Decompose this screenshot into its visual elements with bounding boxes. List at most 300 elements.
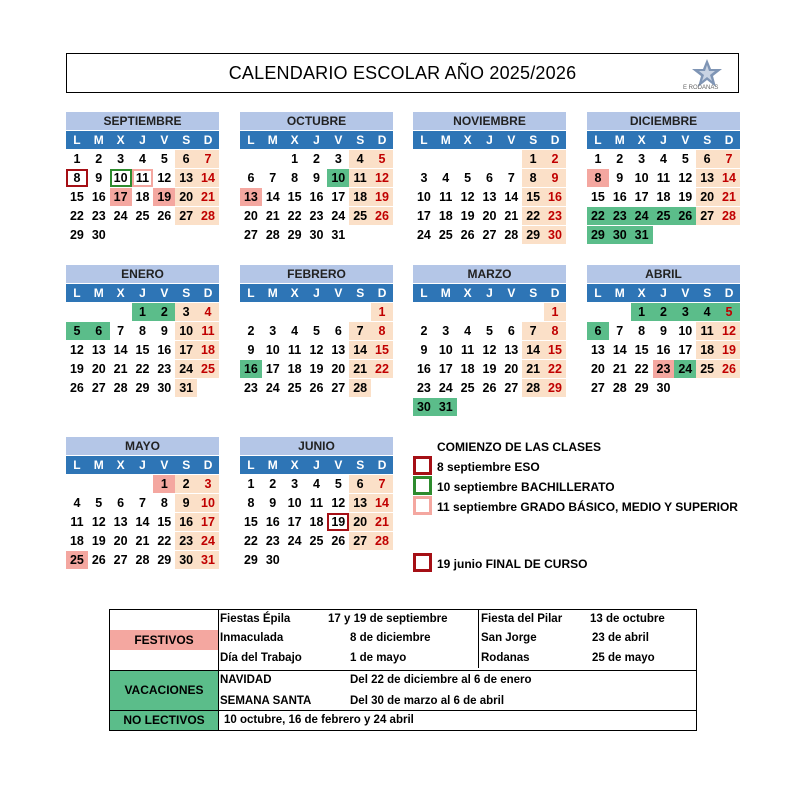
day-cell: 24: [416, 228, 431, 242]
day-cell: 14: [612, 343, 627, 357]
day-cell: 5: [464, 171, 472, 185]
empty-cell: [240, 150, 262, 168]
weekday-label: X: [463, 286, 472, 300]
day-cell: 20: [590, 362, 605, 376]
day-cell: 18: [69, 534, 84, 548]
day-cell: 10: [175, 322, 197, 340]
empty-cell: [110, 303, 132, 321]
day-cell: 20: [349, 513, 371, 531]
day-cell: 27: [91, 381, 106, 395]
month-enero: [66, 265, 219, 397]
weekday-label: V: [507, 133, 516, 147]
day-cell: 18: [135, 190, 150, 204]
empty-cell: [609, 303, 631, 321]
day-cell: 11: [656, 171, 671, 185]
day-cell: 16: [544, 188, 566, 206]
day-cell: 6: [507, 324, 515, 338]
weekday-header: [587, 284, 740, 302]
day-cell: 13: [240, 188, 262, 206]
weekday-label: X: [290, 133, 299, 147]
day-cell: 30: [265, 553, 280, 567]
day-cell: 12: [678, 171, 693, 185]
day-grid: [587, 302, 740, 397]
day-cell: 23: [265, 534, 280, 548]
day-grid: [240, 149, 393, 244]
day-cell: 17: [678, 343, 693, 357]
day-cell: 21: [371, 513, 393, 531]
day-cell: 21: [265, 209, 280, 223]
day-cell: 22: [522, 207, 544, 225]
festivo-date: 25 de mayo: [592, 652, 655, 664]
weekday-label: J: [313, 286, 320, 300]
day-cell: 16: [157, 343, 172, 357]
day-cell: 29: [157, 553, 172, 567]
weekday-label: S: [356, 133, 365, 147]
empty-cell: [132, 475, 154, 493]
day-cell: 7: [616, 324, 624, 338]
day-cell: 30: [609, 226, 631, 244]
day-cell: 22: [243, 534, 258, 548]
weekday-label: J: [660, 133, 667, 147]
day-cell: 23: [416, 381, 431, 395]
day-cell: 30: [91, 228, 106, 242]
day-cell: 1: [371, 303, 393, 321]
day-cell: 8: [160, 496, 168, 510]
day-cell: 5: [485, 324, 493, 338]
festivo-name: Fiestas Épila: [220, 613, 291, 625]
day-cell: 31: [331, 228, 346, 242]
day-cell: 30: [544, 226, 566, 244]
day-cell: 13: [175, 169, 197, 187]
day-cell: 6: [696, 150, 718, 168]
day-cell: 8: [522, 169, 544, 187]
day-cell: 29: [243, 553, 258, 567]
day-cell: 28: [612, 381, 627, 395]
legend-text: 19 junio FINAL DE CURSO: [437, 557, 588, 571]
weekday-label: X: [290, 286, 299, 300]
weekday-label: V: [681, 133, 690, 147]
day-cell: 21: [349, 360, 371, 378]
weekday-label: V: [681, 286, 690, 300]
day-cell: 1: [291, 152, 299, 166]
weekday-label: M: [93, 458, 104, 472]
day-cell: 23: [175, 532, 197, 550]
month-febrero: [240, 265, 393, 397]
logo-caption: E RODANAS: [683, 85, 719, 91]
day-cell: 17: [265, 362, 280, 376]
day-cell: 28: [197, 207, 219, 225]
day-cell: 17: [197, 513, 219, 531]
day-cell: 18: [197, 341, 219, 359]
festivo-date: 1 de mayo: [350, 652, 407, 664]
day-cell: 31: [175, 379, 197, 397]
weekday-label: M: [93, 133, 104, 147]
day-cell: 5: [334, 477, 342, 491]
divider: [110, 670, 696, 671]
day-cell: 18: [287, 362, 302, 376]
day-cell: 28: [113, 381, 128, 395]
day-cell: 26: [91, 553, 106, 567]
day-cell: 9: [616, 171, 624, 185]
day-cell: 2: [247, 324, 255, 338]
day-cell: 25: [309, 534, 324, 548]
day-cell: 9: [269, 496, 277, 510]
day-cell: 15: [371, 341, 393, 359]
day-cell: 28: [135, 553, 150, 567]
day-cell: 25: [438, 228, 453, 242]
weekday-label: L: [594, 286, 602, 300]
day-cell: 10: [634, 171, 649, 185]
day-cell: 31: [197, 551, 219, 569]
day-cell: 8: [544, 322, 566, 340]
weekday-label: S: [529, 133, 538, 147]
month-octubre: [240, 112, 393, 244]
month-name: MARZO: [413, 265, 566, 283]
day-cell: 25: [66, 551, 88, 569]
day-cell: 8: [66, 169, 88, 187]
day-cell: 26: [157, 209, 172, 223]
day-cell: 4: [291, 324, 299, 338]
day-cell: 22: [157, 534, 172, 548]
weekday-label: S: [529, 286, 538, 300]
weekday-label: D: [550, 133, 560, 147]
day-cell: 6: [587, 322, 609, 340]
empty-cell: [500, 303, 522, 321]
day-cell: 2: [544, 150, 566, 168]
empty-cell: [457, 150, 479, 168]
day-cell: 27: [696, 207, 718, 225]
weekday-label: M: [267, 458, 278, 472]
festivo-date: 23 de abril: [592, 632, 649, 644]
day-cell: 16: [309, 190, 324, 204]
day-cell: 20: [482, 209, 497, 223]
empty-cell: [327, 303, 349, 321]
weekday-label: X: [116, 286, 125, 300]
day-cell: 12: [91, 515, 106, 529]
day-cell: 26: [331, 534, 346, 548]
day-cell: 19: [678, 190, 693, 204]
day-cell: 24: [331, 209, 346, 223]
weekday-label: L: [73, 133, 81, 147]
month-diciembre: [587, 112, 740, 244]
empty-cell: [457, 303, 479, 321]
day-cell: 18: [349, 188, 371, 206]
day-cell: 27: [243, 228, 258, 242]
day-cell: 5: [718, 303, 740, 321]
festivo-name: Fiesta del Pilar: [481, 613, 563, 625]
day-cell: 14: [135, 515, 150, 529]
month-name: OCTUBRE: [240, 112, 393, 130]
day-cell: 13: [113, 515, 128, 529]
day-cell: 3: [291, 477, 299, 491]
weekday-label: J: [139, 286, 146, 300]
day-cell: 10: [197, 494, 219, 512]
day-cell: 21: [135, 534, 150, 548]
day-cell: 20: [696, 188, 718, 206]
day-cell: 21: [113, 362, 128, 376]
weekday-label: V: [334, 133, 343, 147]
day-grid: [587, 149, 740, 244]
vacaciones-label: VACACIONES: [110, 671, 218, 710]
legend-box-icon: [413, 496, 432, 515]
day-cell: 14: [265, 190, 280, 204]
day-cell: 27: [482, 228, 497, 242]
day-cell: 2: [312, 152, 320, 166]
day-cell: 26: [718, 360, 740, 378]
day-cell: 11: [132, 169, 154, 187]
weekday-label: S: [356, 458, 365, 472]
title-box: [66, 53, 739, 93]
festivo-name: Día del Trabajo: [220, 652, 302, 664]
weekday-label: V: [507, 286, 516, 300]
day-cell: 20: [504, 362, 519, 376]
month-name: ENERO: [66, 265, 219, 283]
month-mayo: [66, 437, 219, 569]
day-cell: 25: [287, 381, 302, 395]
day-cell: 16: [656, 343, 671, 357]
day-cell: 5: [371, 150, 393, 168]
month-name: DICIEMBRE: [587, 112, 740, 130]
day-cell: 7: [371, 475, 393, 493]
day-cell: 20: [175, 188, 197, 206]
day-cell: 6: [88, 322, 110, 340]
day-grid: [66, 149, 219, 244]
day-cell: 22: [287, 209, 302, 223]
empty-cell: [110, 475, 132, 493]
empty-cell: [349, 303, 371, 321]
day-cell: 24: [287, 534, 302, 548]
day-cell: 4: [464, 324, 472, 338]
day-cell: 22: [69, 209, 84, 223]
day-cell: 29: [522, 226, 544, 244]
day-cell: 26: [69, 381, 84, 395]
day-cell: 15: [522, 188, 544, 206]
day-cell: 17: [331, 190, 346, 204]
day-cell: 27: [175, 207, 197, 225]
day-cell: 24: [265, 381, 280, 395]
day-cell: 8: [291, 171, 299, 185]
day-grid: [413, 302, 566, 416]
empty-cell: [88, 303, 110, 321]
day-cell: 2: [95, 152, 103, 166]
legend-box-icon: [413, 476, 432, 495]
day-cell: 19: [482, 362, 497, 376]
day-cell: 20: [113, 534, 128, 548]
day-cell: 13: [91, 343, 106, 357]
weekday-label: X: [116, 133, 125, 147]
empty-cell: [284, 303, 306, 321]
weekday-header: [240, 456, 393, 474]
day-cell: 9: [420, 343, 428, 357]
day-cell: 7: [269, 171, 277, 185]
weekday-label: X: [637, 286, 646, 300]
empty-cell: [522, 303, 544, 321]
day-cell: 26: [482, 381, 497, 395]
month-name: MAYO: [66, 437, 219, 455]
day-cell: 6: [117, 496, 125, 510]
weekday-label: D: [724, 133, 734, 147]
weekday-label: L: [420, 286, 428, 300]
legend-text: 10 septiembre BACHILLERATO: [437, 480, 615, 494]
weekday-label: M: [93, 286, 104, 300]
day-cell: 7: [718, 150, 740, 168]
day-cell: 16: [175, 513, 197, 531]
day-cell: 13: [696, 169, 718, 187]
weekday-label: V: [160, 458, 169, 472]
day-cell: 17: [175, 341, 197, 359]
weekday-header: [66, 284, 219, 302]
weekday-label: S: [182, 133, 191, 147]
day-cell: 9: [544, 169, 566, 187]
day-cell: 10: [438, 343, 453, 357]
weekday-label: J: [313, 133, 320, 147]
day-grid: [240, 474, 393, 569]
day-cell: 27: [590, 381, 605, 395]
day-cell: 30: [413, 398, 435, 416]
weekday-header: [240, 131, 393, 149]
month-junio: [240, 437, 393, 569]
day-cell: 21: [718, 188, 740, 206]
day-cell: 20: [243, 209, 258, 223]
weekday-label: L: [247, 133, 255, 147]
day-grid: [66, 302, 219, 397]
day-cell: 19: [69, 362, 84, 376]
day-cell: 17: [110, 188, 132, 206]
day-grid: [240, 302, 393, 397]
weekday-label: L: [73, 458, 81, 472]
day-cell: 12: [331, 496, 346, 510]
day-cell: 20: [331, 362, 346, 376]
day-cell: 31: [631, 226, 653, 244]
day-cell: 7: [349, 322, 371, 340]
day-cell: 24: [438, 381, 453, 395]
day-cell: 28: [522, 379, 544, 397]
empty-cell: [413, 303, 435, 321]
day-grid: [66, 474, 219, 569]
day-cell: 1: [544, 303, 566, 321]
weekday-label: X: [290, 458, 299, 472]
day-cell: 9: [95, 171, 103, 185]
empty-cell: [240, 303, 262, 321]
day-cell: 13: [504, 343, 519, 357]
weekday-label: D: [724, 286, 734, 300]
weekday-label: D: [203, 286, 213, 300]
empty-cell: [500, 150, 522, 168]
weekday-label: M: [440, 133, 451, 147]
day-cell: 21: [522, 360, 544, 378]
day-cell: 2: [616, 152, 624, 166]
weekday-label: J: [486, 286, 493, 300]
day-cell: 21: [612, 362, 627, 376]
day-cell: 8: [587, 169, 609, 187]
day-cell: 22: [135, 362, 150, 376]
day-cell: 14: [504, 190, 519, 204]
day-cell: 16: [612, 190, 627, 204]
day-cell: 1: [631, 303, 653, 321]
day-cell: 10: [327, 169, 349, 187]
day-cell: 23: [609, 207, 631, 225]
weekday-label: J: [139, 133, 146, 147]
month-abril: [587, 265, 740, 397]
day-cell: 16: [265, 515, 280, 529]
day-cell: 26: [371, 207, 393, 225]
empty-cell: [479, 150, 501, 168]
day-cell: 7: [197, 150, 219, 168]
vacaciones-name: SEMANA SANTA: [220, 695, 312, 707]
legend-box-icon: [413, 553, 432, 572]
day-cell: 3: [117, 152, 125, 166]
day-cell: 14: [349, 341, 371, 359]
weekday-label: S: [703, 286, 712, 300]
weekday-label: J: [313, 458, 320, 472]
day-cell: 4: [442, 171, 450, 185]
day-cell: 28: [265, 228, 280, 242]
festivo-date: 17 y 19 de septiembre: [328, 613, 448, 625]
day-cell: 5: [160, 152, 168, 166]
day-cell: 2: [420, 324, 428, 338]
day-cell: 14: [522, 341, 544, 359]
day-cell: 12: [482, 343, 497, 357]
weekday-label: L: [247, 458, 255, 472]
empty-cell: [66, 475, 88, 493]
weekday-label: D: [377, 286, 387, 300]
day-cell: 26: [309, 381, 324, 395]
day-cell: 24: [175, 360, 197, 378]
legend-text: 8 septiembre ESO: [437, 460, 540, 474]
day-cell: 24: [113, 209, 128, 223]
weekday-label: S: [182, 458, 191, 472]
weekday-label: J: [660, 286, 667, 300]
day-cell: 3: [197, 475, 219, 493]
day-cell: 12: [460, 190, 475, 204]
day-cell: 29: [587, 226, 609, 244]
weekday-header: [66, 456, 219, 474]
legend-text: 11 septiembre GRADO BÁSICO, MEDIO Y SUPERIOR: [437, 500, 738, 514]
empty-cell: [262, 150, 284, 168]
weekday-label: M: [267, 286, 278, 300]
day-cell: 10: [416, 190, 431, 204]
day-cell: 15: [243, 515, 258, 529]
day-cell: 14: [197, 169, 219, 187]
day-cell: 18: [438, 209, 453, 223]
weekday-label: M: [267, 133, 278, 147]
day-cell: 30: [157, 381, 172, 395]
weekday-label: L: [73, 286, 81, 300]
day-cell: 2: [175, 475, 197, 493]
day-cell: 27: [504, 381, 519, 395]
divider: [478, 610, 479, 668]
festivos-label: FESTIVOS: [110, 630, 218, 650]
day-cell: 28: [504, 228, 519, 242]
day-cell: 22: [544, 360, 566, 378]
day-cell: 18: [656, 190, 671, 204]
day-cell: 27: [113, 553, 128, 567]
weekday-label: S: [182, 286, 191, 300]
day-cell: 10: [265, 343, 280, 357]
day-cell: 25: [135, 209, 150, 223]
day-cell: 10: [678, 324, 693, 338]
day-cell: 19: [327, 513, 349, 531]
day-cell: 30: [175, 551, 197, 569]
empty-cell: [587, 303, 609, 321]
day-cell: 21: [504, 209, 519, 223]
day-cell: 27: [331, 381, 346, 395]
weekday-header: [587, 131, 740, 149]
weekday-label: L: [420, 133, 428, 147]
day-cell: 2: [269, 477, 277, 491]
day-cell: 19: [91, 534, 106, 548]
day-cell: 11: [288, 343, 302, 357]
